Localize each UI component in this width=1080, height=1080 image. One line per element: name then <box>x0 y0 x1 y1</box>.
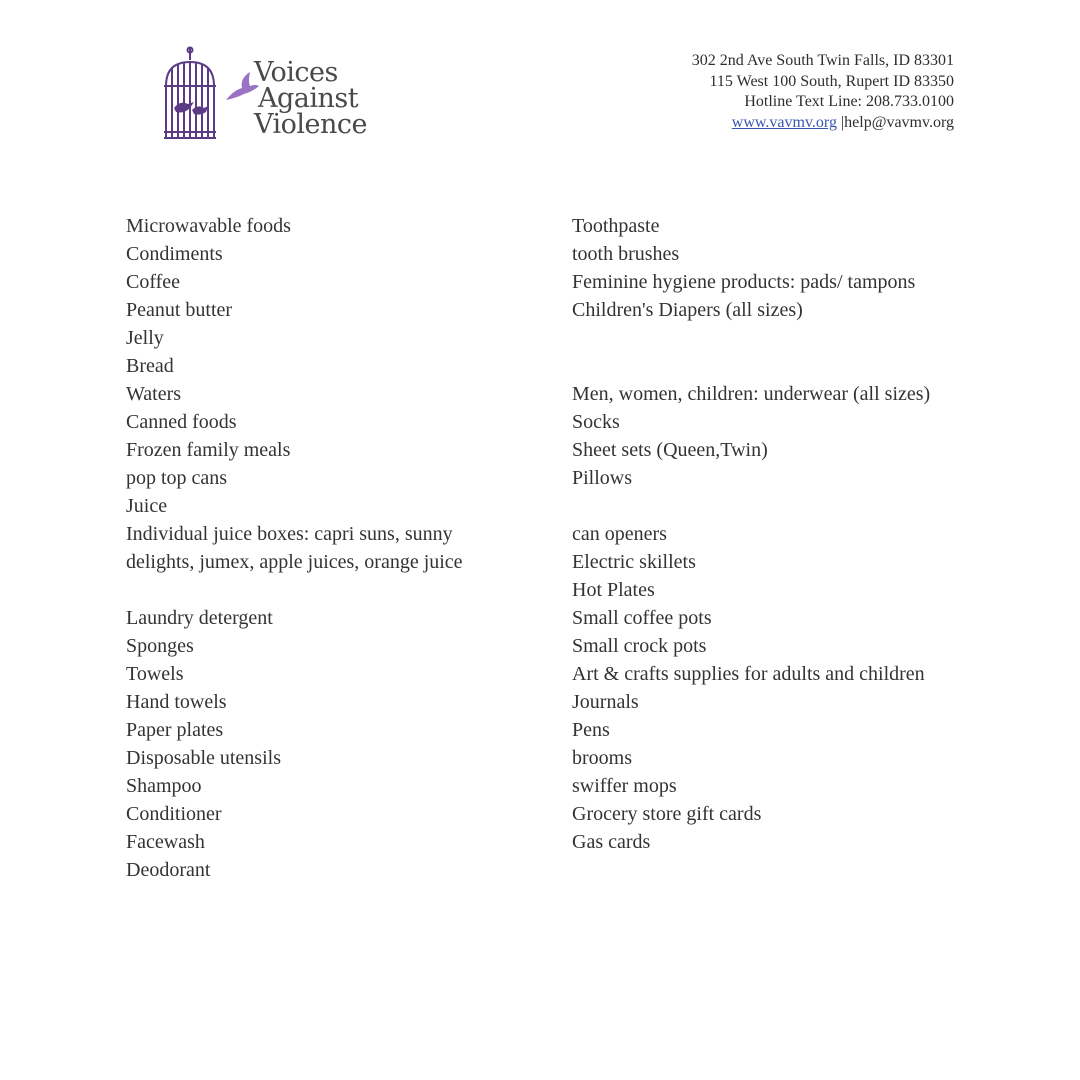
list-item: Juice <box>126 495 168 517</box>
list-item: swiffer mops <box>572 775 677 797</box>
logo-line-voices: Voices <box>254 57 338 88</box>
list-item: Waters <box>126 383 182 405</box>
email-address: |help@vavmv.org <box>836 113 954 131</box>
address-twin-falls: 302 2nd Ave South Twin Falls, ID 83301 <box>691 52 954 69</box>
list-spacer <box>572 492 992 520</box>
list-item: Facewash <box>126 831 205 853</box>
list-item: Art & crafts supplies for adults and children <box>572 663 925 685</box>
list-spacer <box>572 324 992 352</box>
list-item: Small crock pots <box>572 635 707 657</box>
list-item: Hand towels <box>126 691 227 713</box>
list-item: Disposable utensils <box>126 747 281 769</box>
birdcage-icon <box>160 46 220 142</box>
list-item: Paper plates <box>126 719 224 741</box>
list-item: Gas cards <box>572 831 651 853</box>
address-rupert: 115 West 100 South, Rupert ID 83350 <box>709 72 954 90</box>
website-link[interactable]: www.vavmv.org <box>731 113 837 131</box>
list-item: Canned foods <box>126 411 237 433</box>
list-item: Journals <box>572 691 639 713</box>
list-item: Electric skillets <box>572 551 696 573</box>
list-item: Sheet sets (Queen,Twin) <box>572 439 768 461</box>
list-item: pop top cans <box>126 467 228 489</box>
list-item: Towels <box>126 663 184 685</box>
list-item: Deodorant <box>126 859 211 881</box>
organization-logo <box>160 46 390 146</box>
list-item: Shampoo <box>126 775 202 797</box>
list-item: Frozen family meals <box>126 439 291 461</box>
list-item: Men, women, children: underwear (all sizes) <box>572 383 931 405</box>
contact-block <box>692 51 954 133</box>
list-item: Hot Plates <box>572 579 655 601</box>
web-email-line <box>692 113 954 134</box>
list-item: Jelly <box>126 327 164 349</box>
list-item: brooms <box>572 747 632 769</box>
list-item: Children's Diapers (all sizes) <box>572 299 803 321</box>
hotline-number: Hotline Text Line: 208.733.0100 <box>744 93 954 110</box>
list-item: Small coffee pots <box>572 607 712 629</box>
list-item: Peanut butter <box>126 299 233 321</box>
list-item: Laundry detergent <box>126 607 273 629</box>
list-item: Coffee <box>126 271 181 293</box>
list-spacer <box>126 576 546 604</box>
list-item: Grocery store gift cards <box>572 803 762 825</box>
list-item: Conditioner <box>126 803 222 825</box>
logo-line-violence: Violence <box>254 109 368 140</box>
logo-wordmark <box>254 57 368 140</box>
list-item: Feminine hygiene products: pads/ tampons <box>572 271 916 293</box>
list-item: Bread <box>126 355 174 377</box>
list-spacer <box>572 352 992 380</box>
list-item: Pillows <box>572 467 633 489</box>
list-item: Socks <box>572 411 620 433</box>
list-item: can openers <box>572 523 667 545</box>
list-item: Pens <box>572 719 610 741</box>
list-item: Toothpaste <box>572 215 660 237</box>
list-item: Microwavable foods <box>126 215 291 237</box>
right-item-list <box>572 212 992 856</box>
list-item: delights, jumex, apple juices, orange juice <box>126 551 463 573</box>
list-item: Sponges <box>126 635 194 657</box>
list-item: Individual juice boxes: capri suns, sunny <box>126 523 453 545</box>
logo-line-against: Against <box>258 83 359 114</box>
left-item-list <box>126 212 546 884</box>
list-item: Condiments <box>126 243 223 265</box>
list-item: tooth brushes <box>572 243 680 265</box>
